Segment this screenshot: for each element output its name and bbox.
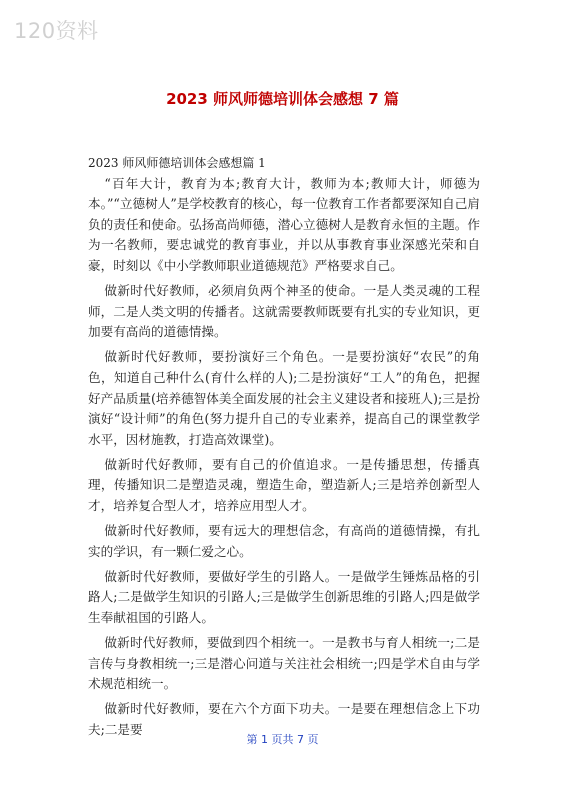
page-footer: 第 1 页共 7 页 [246,733,319,746]
paragraph: 做新时代好教师，要有自己的价值追求。一是传播思想，传播真理，传播知识二是塑造灵魂，塑造生命，塑造新人;三是培养创新型人才，培养复合型人才，培养应用型人才。 [88,456,480,513]
document-body [88,153,480,745]
paragraph: 做新时代好教师，要扮演好三个角色。一是要扮演好“农民”的角色，知道自己种什么(育什么样的人);二是扮演好“工人”的角色，把握好产品质量(培养德智体美全面发展的社会主义建设者和接班人);三是扮演好“设计师”的角色(努力提升自己的专业素养，提高自己的课堂教学水平，因材施教，打造高效课堂)。 [88,349,480,447]
paragraph: 做新时代好教师，要做到四个相统一。一是教书与育人相统一;二是言传与身教相统一;三是潜心问道与关注社会相统一;四是学术自由与学术规范相统一。 [88,635,480,692]
paragraph: 做新时代好教师，要有远大的理想信念，有高尚的道德情操，有扎实的学识，有一颗仁爱之心。 [88,523,480,559]
watermark-logo: 120资料 [14,19,99,43]
paragraph: 做新时代好教师，必须肩负两个神圣的使命。一是人类灵魂的工程师，二是人类文明的传播者。这就需要教师既要有扎实的专业知识，更加要有高尚的道德情操。 [88,283,480,340]
paragraph: 做新时代好教师，要在六个方面下功夫。一是要在理想信念上下功夫;二是要 [88,701,480,737]
section-heading: 2023 师风师德培训体会感想篇 1 [88,156,266,170]
paragraph: “百年大计，教育为本;教育大计，教师为本;教师大计，师德为本。”“立德树人”是学校教育的核心，每一位教育工作者都要深知自己肩负的责任和使命。弘扬高尚师德，潜心立德树人是教育永恒的主题。作为一名教师，要忠诚党的教育事业，并以从事教育事业深感光荣和自豪，时刻以《中小学教师职业道德规范》严格要求自己。 [88,175,480,273]
paragraph: 做新时代好教师，要做好学生的引路人。一是做学生锤炼品格的引路人;二是做学生知识的引路人;三是做学生创新思维的引路人;四是做学生奉献祖国的引路人。 [88,568,480,625]
document-title: 2023 师风师德培训体会感想 7 篇 [166,90,399,108]
